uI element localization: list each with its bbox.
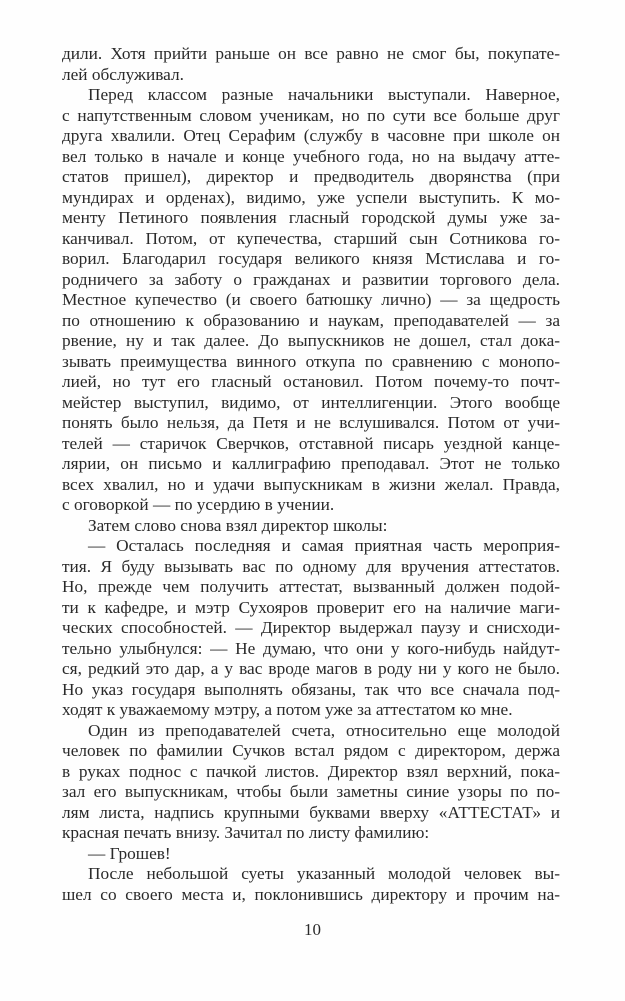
text-line: Местное купечество (и своего батюшку лично) — за щедрость (62, 290, 560, 309)
text-line: лярии, он письмо и каллиграфию преподавал. Этот не только (62, 454, 560, 473)
text-line: Один из преподавателей счета, относительно еще молодой (88, 720, 560, 740)
text-line: лией, но тут его гласный остановил. Потом почему-то почт- (62, 372, 560, 391)
text-line: в руках поднос с пачкой листов. Директор взял верхний, пока- (62, 761, 560, 781)
page-body-text (62, 44, 560, 905)
text-line: с оговоркой — по усердию в учении. (62, 495, 335, 514)
text-line: зывать преимущества винного откупа по сравнению с монопо- (62, 351, 560, 371)
text-line: ворил. Благодарил государя великого князя Мстислава и го- (62, 249, 560, 268)
text-line: После небольшой суеты указанный молодой человек вы- (88, 864, 560, 883)
text-line: человек по фамилии Сучков встал рядом с директором, держа (62, 741, 560, 760)
text-line: тельно улыбнулся: — Не думаю, что они у кого-нибудь найдут- (62, 638, 560, 658)
text-line: дили. Хотя прийти раньше он все равно не смог бы, покупате- (62, 44, 560, 63)
text-line: тия. Я буду вызывать вас по одному для вручения аттестатов. (62, 556, 560, 576)
text-line: друга хвалили. Отец Серафим (службу в часовне при школе он (62, 126, 560, 145)
text-line: красная печать внизу. Зачитал по листу фамилию: (62, 823, 430, 842)
text-line: Перед классом разные начальники выступали. Наверное, (88, 85, 560, 104)
text-line: ческих способностей. — Директор выдержал паузу и снисходи- (62, 618, 560, 637)
text-line: лей обслуживал. (62, 64, 184, 84)
text-line: мундирах и орденах), видимо, уже успели выступить. К мо- (62, 187, 560, 207)
text-line: канчивал. Потом, от купечества, старший сын Сотникова го- (62, 228, 560, 248)
text-line: ся, редкий это дар, а у вас вроде магов в роду ни у кого не было. (62, 659, 560, 678)
text-line: шел со своего места и, поклонившись директору и прочим на- (62, 884, 560, 904)
page-number: 10 (304, 920, 321, 939)
text-line: мейстер выступил, видимо, от интеллигенции. Этого вообще (62, 392, 560, 412)
text-line: всех хвалил, но и удачи выпускникам в жизни желал. Правда, (62, 474, 560, 494)
text-line: ходят к уважаемому мэтру, а потом уже за аттестатом ко мне. (62, 700, 513, 719)
text-line: родничего за заботу о гражданах и развитии торгового дела. (62, 269, 560, 289)
text-line: с напутственным словом ученикам, но по сути все больше друг (62, 105, 560, 125)
text-line: понять было нельзя, да Петя и не вслушивался. Потом от учи- (62, 413, 560, 432)
text-line: менту Петиного появления гласный городской думы уже за- (62, 208, 560, 227)
text-line: зал его выпускникам, чтобы были заметны синие узоры по по- (62, 782, 560, 801)
text-line: ти к кафедре, и мэтр Сухояров проверит его на наличие маги- (62, 597, 560, 617)
text-line: — Грошев! (88, 843, 171, 863)
text-line: вел только в начале и конце учебного года, но на выдачу атте- (62, 146, 560, 166)
text-line: статов пришел), директор и предводитель дворянства (при (62, 167, 560, 186)
text-line: по отношению к образованию и наукам, преподавателей — за (62, 310, 560, 330)
text-line: телей — старичок Сверчков, отставной писарь уездной канце- (62, 433, 560, 453)
text-line: Но, прежде чем получить аттестат, вызванный должен подой- (62, 577, 560, 596)
text-line: Затем слово снова взял директор школы: (88, 515, 388, 535)
text-line: рвение, ну и так далее. До выпускников не дошел, стал дока- (62, 331, 560, 350)
text-line: лям листа, надпись крупными буквами вверху «АТТЕСТАТ» и (62, 802, 560, 822)
text-line: Но указ государя выполнять обязаны, так что все сначала под- (62, 679, 560, 699)
text-line: — Осталась последняя и самая приятная часть мероприя- (88, 536, 560, 555)
